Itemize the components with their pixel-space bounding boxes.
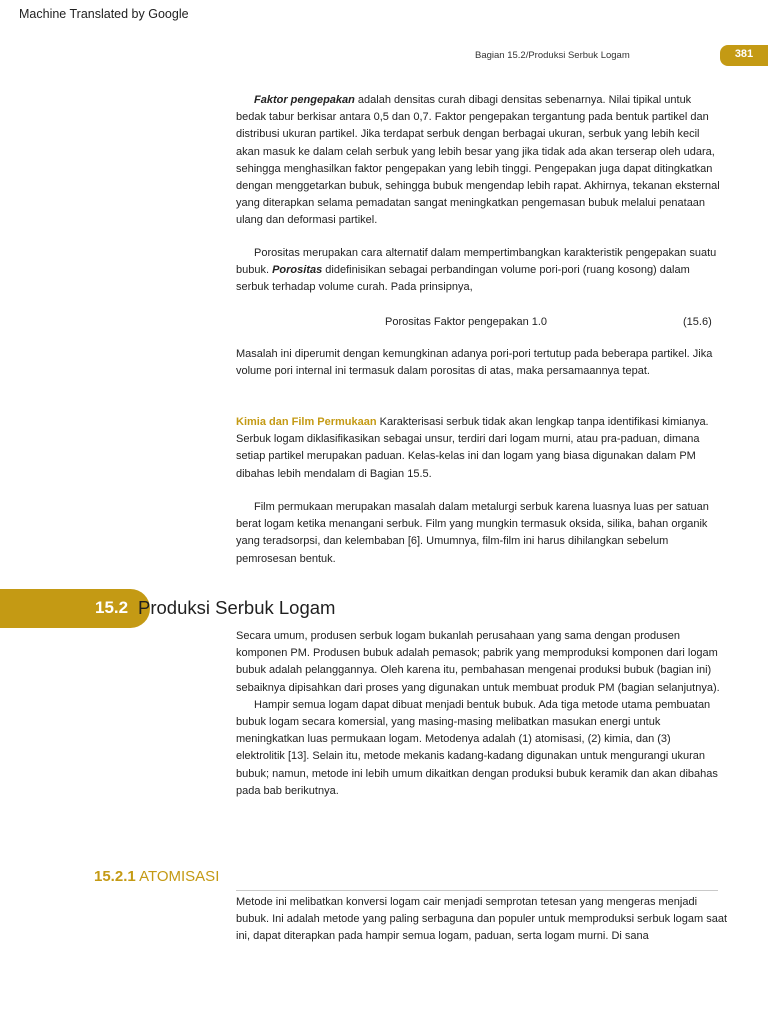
section-title: Produksi Serbuk Logam xyxy=(138,597,336,618)
term-porosity: Porositas xyxy=(272,264,323,277)
term-packing-factor: Faktor pengepakan xyxy=(254,94,355,106)
run-in-heading: Kimia dan Film Permukaan xyxy=(236,416,377,428)
paragraph-text: Metode ini melibatkan konversi logam cair menjadi semprotan tetesan yang mengeras menjadi bubuk. Ini adalah metode yang paling serbaguna dan populer untuk memproduksi serbuk logam saat ini, dapat diterapkan pada hampir semua logam, paduan, serta logam murni. Di sana xyxy=(236,896,728,943)
paragraph-packing-factor xyxy=(236,92,722,230)
subsection-heading xyxy=(94,868,219,885)
paragraph-porosity xyxy=(236,245,722,297)
paragraph-text: didefinisikan sebagai perbandingan volume pori-pori (ruang kosong) dalam serbuk terhadap volume curah. Pada prinsipnya, xyxy=(236,264,690,294)
paragraph-powder-producers: Secara umum, produsen serbuk logam bukanlah perusahaan yang sama dengan produsen komponen PM. Produsen bubuk adalah pemasok; pabrik yang memproduksi komponen dari logam bubuk adalah pelanggannya. Oleh karena itu, pembahasan mengenai produksi bubuk (bagian ini) sebaiknya dipisahkan dari proses yang digunakan untuk membuat produk PM (bagian selanjutnya). xyxy=(236,630,720,694)
paragraph-surface-films xyxy=(236,499,722,568)
paragraph-text: Masalah ini diperumit dengan kemungkinan adanya pori-pori tertutup pada beberapa partikel. Jika volume pori internal ini termasuk dalam porositas di atas, maka persamaannya tepat. xyxy=(236,348,713,378)
equation-number: (15.6) xyxy=(683,316,712,328)
section-body xyxy=(236,628,722,800)
paragraph-text: adalah densitas curah dibagi densitas sebenarnya. Nilai tipikal untuk bedak tabur berkisar antara 0,5 dan 0,7. Faktor pengepakan tergantung pada bentuk partikel dan distribusi ukuran partikel. Jika terdapat serbuk dengan berbagai ukuran, serbuk yang lebih kecil akan masuk ke dalam celah serbuk yang lebih besar yang jika tidak ada akan terserap oleh udara, sehingga menghasilkan faktor pengepakan yang lebih tinggi. Pengepakan juga dapat ditingkatkan dengan menggetarkan bubuk, sehingga bubuk mengendap lebih rapat. Akhirnya, tekanan eksternal yang diterapkan selama pemadatan sangat meningkatkan pengemasan bubuk melalui penataan ulang dan deformasi partikel. xyxy=(236,94,720,227)
paragraph-text: Porositas merupakan cara alternatif dalam mempertimbangkan karakteristik pengepakan suatu bubuk. xyxy=(236,247,717,277)
section-number: 15.2 xyxy=(95,598,129,617)
subsection-number: 15.2.1 xyxy=(94,868,136,885)
equation-text: Porositas Faktor pengepakan 1.0 xyxy=(385,316,548,328)
subsection-rule xyxy=(236,890,718,891)
paragraph-surface-chemistry xyxy=(236,414,722,483)
paragraph-production-methods: Hampir semua logam dapat dibuat menjadi bentuk bubuk. Ada tiga metode utama pembuatan bubuk logam secara komersial, yang masing-masing melibatkan masukan energi untuk meningkatkan luas permukaan logam. Metodenya adalah (1) atomisasi, (2) kimia, dan (3) elektrolitik [13]. Selain itu, metode mekanis kadang-kadang digunakan untuk mengurangi ukuran bubuk; namun, metode ini lebih umum dikaitkan dengan produksi bubuk keramik dan akan dibahas pada bab berikutnya. xyxy=(236,698,718,797)
paragraph-closed-pores xyxy=(236,346,722,380)
running-head: Bagian 15.2/Produksi Serbuk Logam xyxy=(475,50,630,61)
paragraph-text: Film permukaan merupakan masalah dalam metalurgi serbuk karena luasnya luas per satuan berat logam ketika menangani serbuk. Film yang mungkin termasuk oksida, silika, bahan organik yang teradsorpsi, dan kelembaban [6]. Umumnya, film-film ini harus dihilangkan sebelum pemrosesan bentuk. xyxy=(236,501,709,565)
paragraph-atomization xyxy=(236,894,732,946)
page-number-tab: 381 xyxy=(720,45,768,66)
machine-translation-banner: Machine Translated by Google xyxy=(19,7,189,21)
subsection-title: ATOMISASI xyxy=(139,868,220,885)
paragraph-text: Karakterisasi serbuk tidak akan lengkap tanpa identifikasi kimianya. Serbuk logam diklasifikasikan sebagai unsur, terdiri dari logam murni, atau pra-paduan, dimana setiap partikel merupakan paduan. Kelas-kelas ini dan logam yang biasa digunakan dalam PM dibahas lebih mendalam di Bagian 15.5. xyxy=(236,416,709,480)
